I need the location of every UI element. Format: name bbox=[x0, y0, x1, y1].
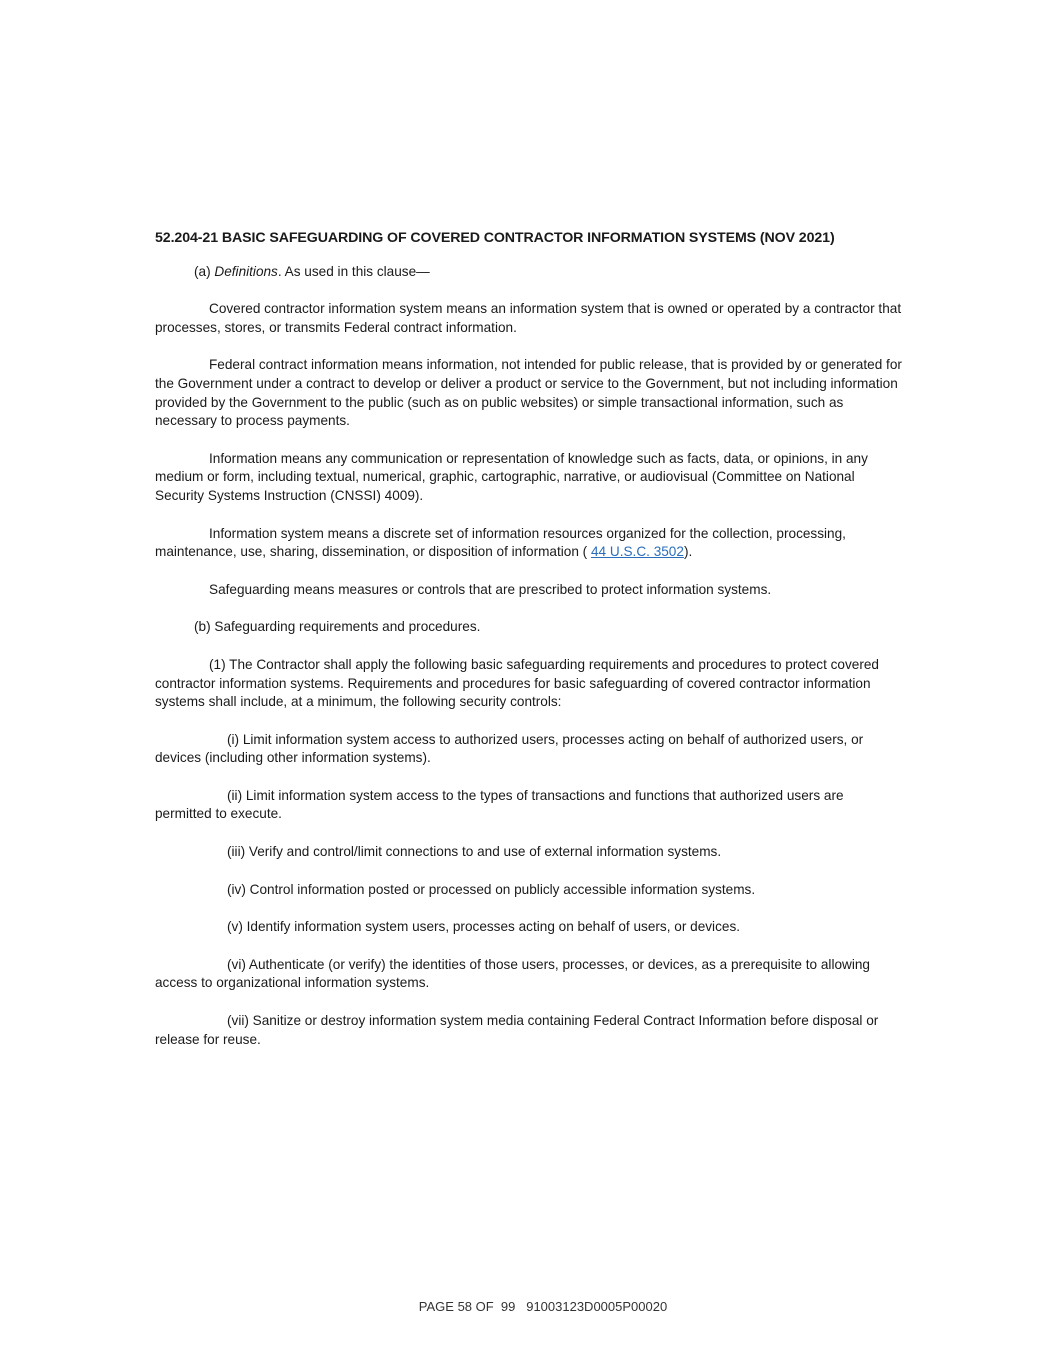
section-b1-paragraph: (1) The Contractor shall apply the following basic safeguarding requirements and procedures to protect covered contractor information systems. Requirements and procedures for basic safeguarding of covered contractor information systems shall include, at a minimum, the following security controls: bbox=[155, 656, 879, 710]
definitions-term: Definitions bbox=[214, 263, 278, 279]
usc-citation-link[interactable]: 44 U.S.C. 3502 bbox=[590, 544, 684, 560]
definition-information-system bbox=[155, 525, 903, 562]
definition-information-system-end: ). bbox=[683, 544, 693, 560]
definition-information: Information means any communication or representation of knowledge such as facts, data, or opinions, in any medium or form, including textual, numerical, graphic, cartographic, narrative, or audiovisual (Committee on National Security Systems Instruction (CNSSI) 4009). bbox=[155, 450, 868, 503]
page-footer: PAGE 58 OF 99 91003123D0005P00020 bbox=[418, 1299, 668, 1314]
control-v: (v) Identify information system users, processes acting on behalf of users, or devices. bbox=[227, 919, 741, 935]
section-a-rest: . As used in this clause— bbox=[277, 263, 430, 279]
section-a-label: (a) bbox=[194, 263, 215, 279]
clause-title: 52.204-21 BASIC SAFEGUARDING OF COVERED CONTRACTOR INFORMATION SYSTEMS (NOV 2021) bbox=[155, 230, 835, 246]
section-a-intro bbox=[155, 263, 903, 282]
definition-covered-system: Covered contractor information system means an information system that is owned or operated by a contractor that processes, stores, or transmits Federal contract information. bbox=[155, 301, 902, 335]
control-vi: (vi) Authenticate (or verify) the identities of those users, processes, or devices, as a prerequisite to allowing access to organizational information systems. bbox=[155, 956, 870, 991]
control-ii: (ii) Limit information system access to the types of transactions and functions that authorized users are permitted to execute. bbox=[155, 787, 844, 822]
definition-information-system-text: Information system means a discrete set of information resources organized for the collection, processing, maintenance, use, sharing, dissemination, or disposition of information ( bbox=[155, 525, 846, 560]
control-iii: (iii) Verify and control/limit connections to and use of external information systems. bbox=[227, 844, 722, 860]
definition-federal-contract-information: Federal contract information means information, not intended for public release, that is provided by or generated for the Government under a contract to develop or deliver a product or service to the Government, but not including information provided by the Government to the public (such as on public websites) or simple transactional information, such as necessary to process payments. bbox=[155, 357, 902, 429]
section-b-heading: (b) Safeguarding requirements and procedures. bbox=[194, 619, 481, 635]
clause-body bbox=[155, 229, 903, 1068]
definition-safeguarding: Safeguarding means measures or controls that are prescribed to protect information systems. bbox=[209, 581, 772, 597]
control-i: (i) Limit information system access to authorized users, processes acting on behalf of authorized users, or devices (including other information systems). bbox=[155, 731, 864, 766]
control-iv: (iv) Control information posted or processed on publicly accessible information systems. bbox=[227, 881, 756, 897]
control-vii: (vii) Sanitize or destroy information system media containing Federal Contract Information before disposal or release for reuse. bbox=[155, 1013, 879, 1047]
